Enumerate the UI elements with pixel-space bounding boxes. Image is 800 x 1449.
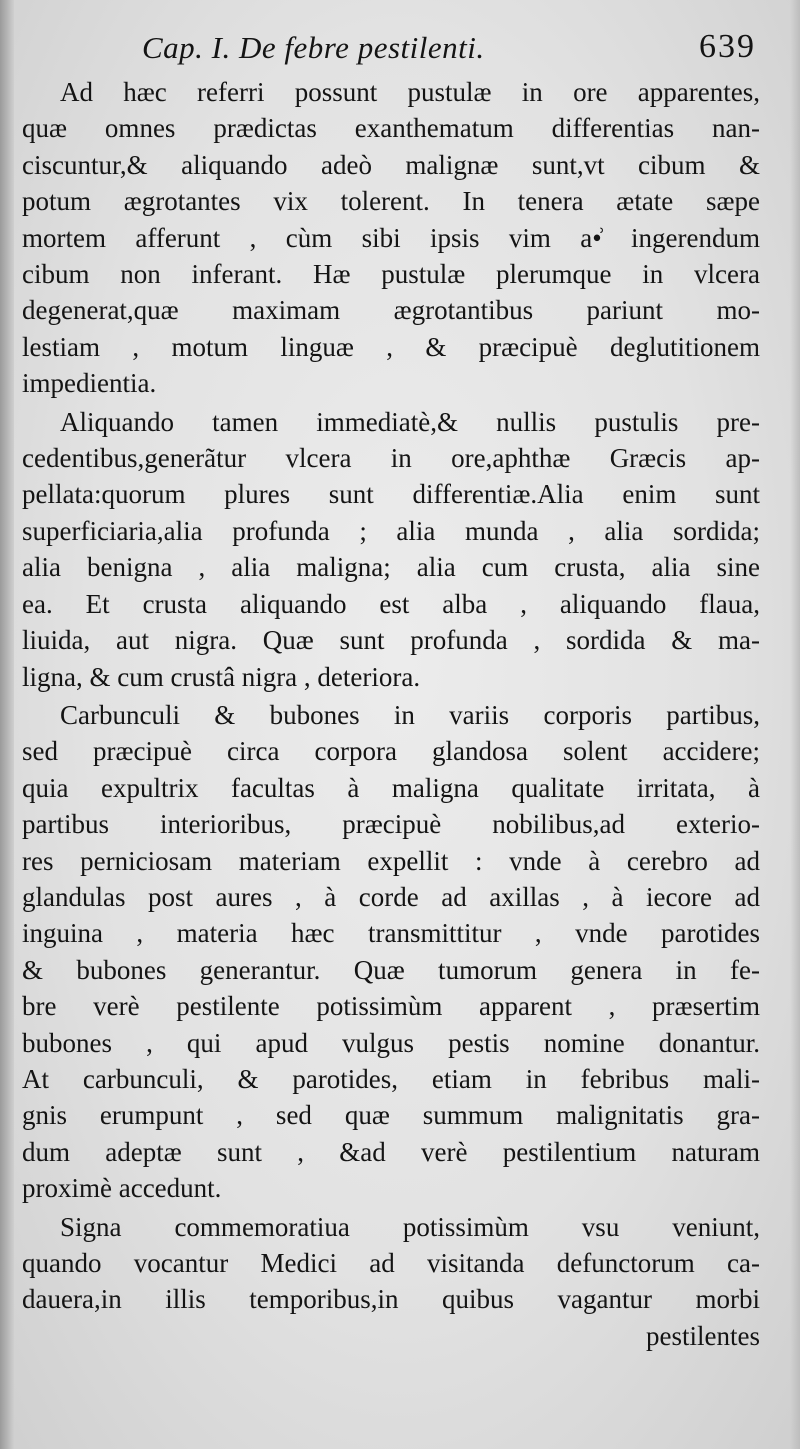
text-line: pellata:quorum plures sunt differentiæ.Alia enim sunt [22, 479, 760, 510]
text-line: superficiaria,alia profunda ; alia munda , alia sordida; [22, 515, 760, 546]
text-line: At carbunculi, & parotides, etiam in febribus mali- [22, 1063, 760, 1094]
text-line: alia benigna , alia maligna; alia cum crusta, alia sine [22, 552, 760, 583]
text-line: potum ægrotantes vix tolerent. In tenera ætate sæpe [22, 186, 760, 217]
text-line: mortem afferunt , cùm sibi ipsis vim a•͗ ingerendum [22, 222, 760, 253]
text-line: quando vocantur Medici ad visitanda defunctorum ca- [22, 1248, 760, 1278]
text-line: gnis erumpunt , sed quæ summum malignitatis gra- [22, 1100, 760, 1131]
text-line: dum adeptæ sunt , &ad verè pestilentium naturam [22, 1136, 760, 1167]
text-line: ciscuntur,& aliquando adeò malignæ sunt,vt cibum & [22, 149, 760, 180]
text-line: sed præcipuè circa corpora glandosa solent accidere; [22, 736, 760, 767]
text-line: glandulas post aures , à corde ad axillas , à iecore ad [22, 881, 760, 912]
text-line: cedentibus,generãtur vlcera in ore,aphthæ Græcis ap- [22, 443, 760, 474]
text-line: inguina , materia hæc transmittitur , vnde parotides [22, 918, 760, 949]
page-number: 639 [699, 28, 756, 65]
body-text [22, 74, 760, 1354]
text-line: ligna, & cum crustâ nigra , deteriora. [22, 661, 421, 692]
text-line: dauera,in illis temporibus,in quibus vagantur morbi [22, 1284, 760, 1315]
text-line: & bubones generantur. Quæ tumorum genera in fe- [22, 954, 760, 985]
text-line: res perniciosam materiam expellit : vnde à cerebro ad [22, 845, 760, 876]
text-line: quia expultrix facultas à maligna qualitate irritata, à [22, 772, 760, 803]
text-line: Ad hæc referri possunt pustulæ in ore apparentes, [60, 77, 760, 107]
paragraph-2 [22, 404, 760, 695]
text-line: partibus interioribus, præcipuè nobilibus,ad exterio- [22, 809, 760, 840]
text-line: proximè accedunt. [22, 1173, 222, 1204]
text-line: bre verè pestilente potissimùm apparent , præsertim [22, 991, 760, 1022]
running-head: Cap. I. De febre pestilenti. [142, 30, 485, 65]
page-gutter-shadow [0, 0, 14, 1449]
text-line: cibum non inferant. Hæ pustulæ plerumque in vlcera [22, 259, 760, 290]
paragraph-1 [22, 74, 760, 402]
text-line: ea. Et crusta aliquando est alba , aliquando flaua, [22, 588, 760, 619]
paragraph-4 [22, 1209, 760, 1318]
text-line: Carbunculi & bubones in variis corporis partibus, [60, 699, 760, 730]
text-line: lestiam , motum linguæ , & præcipuè deglutitionem [22, 331, 760, 362]
paragraph-3 [22, 697, 760, 1207]
page-header [22, 26, 760, 74]
text-line: bubones , qui apud vulgus pestis nomine donantur. [22, 1027, 760, 1058]
text-line: Signa commemoratiua potissimùm vsu veniunt, [60, 1211, 760, 1242]
text-line: liuida, aut nigra. Quæ sunt profunda , sordida & ma- [22, 625, 760, 656]
catchword: pestilentes [646, 1320, 760, 1351]
text-line: quæ omnes prædictas exanthematum differentias nan- [22, 113, 760, 144]
text-line: impedientia. [22, 368, 157, 399]
text-line: Aliquando tamen immediatè,& nullis pustulis pre- [60, 406, 760, 437]
page-edge-shadow [790, 0, 800, 1449]
text-line: degenerat,quæ maximam ægrotantibus pariunt mo- [22, 295, 760, 326]
